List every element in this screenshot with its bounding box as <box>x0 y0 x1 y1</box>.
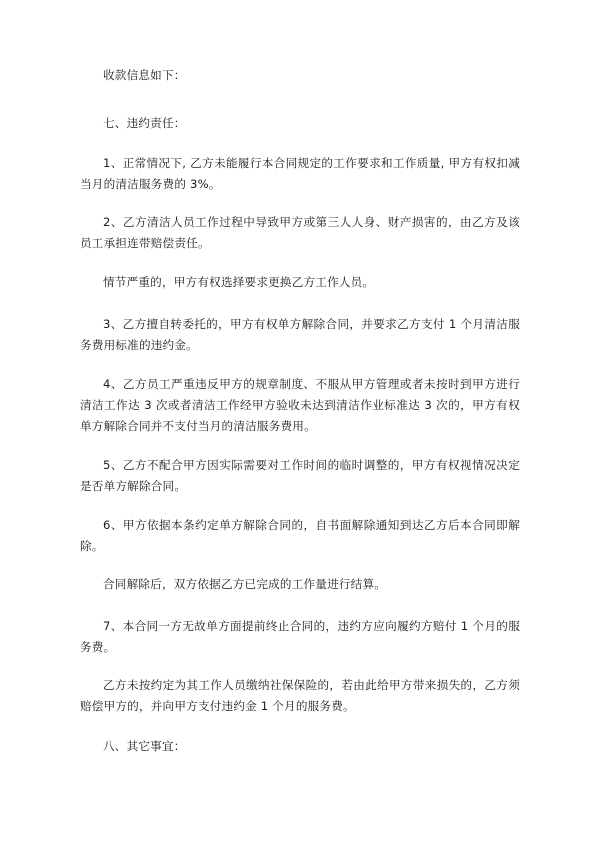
payment-info-line: 收款信息如下： <box>103 68 186 82</box>
clause-7-2: 2、乙方清洁人员工作过程中导致甲方或第三人人身、财产损害的，由乙方及该员工承担连带赔偿责任。 <box>80 215 520 250</box>
clause-7-3: 3、乙方擅自转委托的，甲方有权单方解除合同，并要求乙方支付 1 个月清洁服务费用标准的违约金。 <box>80 317 520 352</box>
clause-7-7: 7、本合同一方无故单方面提前终止合同的，违约方应向履约方赔付 1 个月的服务费。 <box>80 619 520 654</box>
clause-7-7-note: 乙方未按约定为其工作人员缴纳社保保险的，若由此给甲方带来损失的，乙方须赔偿甲方的，并向甲方支付违约金 1 个月的服务费。 <box>80 678 520 713</box>
clause-7-4: 4、乙方员工严重违反甲方的规章制度、不服从甲方管理或者未按时到甲方进行清洁工作达 3 次或者清洁工作经甲方验收未达到清洁作业标准达 3 次的，甲方有权单方解除合同并不支付当月的清洁服务费用。 <box>80 377 520 433</box>
section-8-heading: 八、其它事宜： <box>103 739 186 753</box>
clause-7-5: 5、乙方不配合甲方因实际需要对工作时间的临时调整的，甲方有权视情况决定是否单方解除合同。 <box>80 458 520 493</box>
clause-7-1: 1、正常情况下, 乙方未能履行本合同规定的工作要求和工作质量, 甲方有权扣减当月的清洁服务费的 3%。 <box>80 156 520 191</box>
clause-7-6: 6、甲方依据本条约定单方解除合同的，自书面解除通知到达乙方后本合同即解除。 <box>80 518 520 553</box>
clause-7-6-note: 合同解除后，双方依据乙方已完成的工作量进行结算。 <box>103 577 387 591</box>
section-7-heading: 七、违约责任： <box>103 116 186 130</box>
clause-7-2-note: 情节严重的，甲方有权选择要求更换乙方工作人员。 <box>103 275 375 289</box>
